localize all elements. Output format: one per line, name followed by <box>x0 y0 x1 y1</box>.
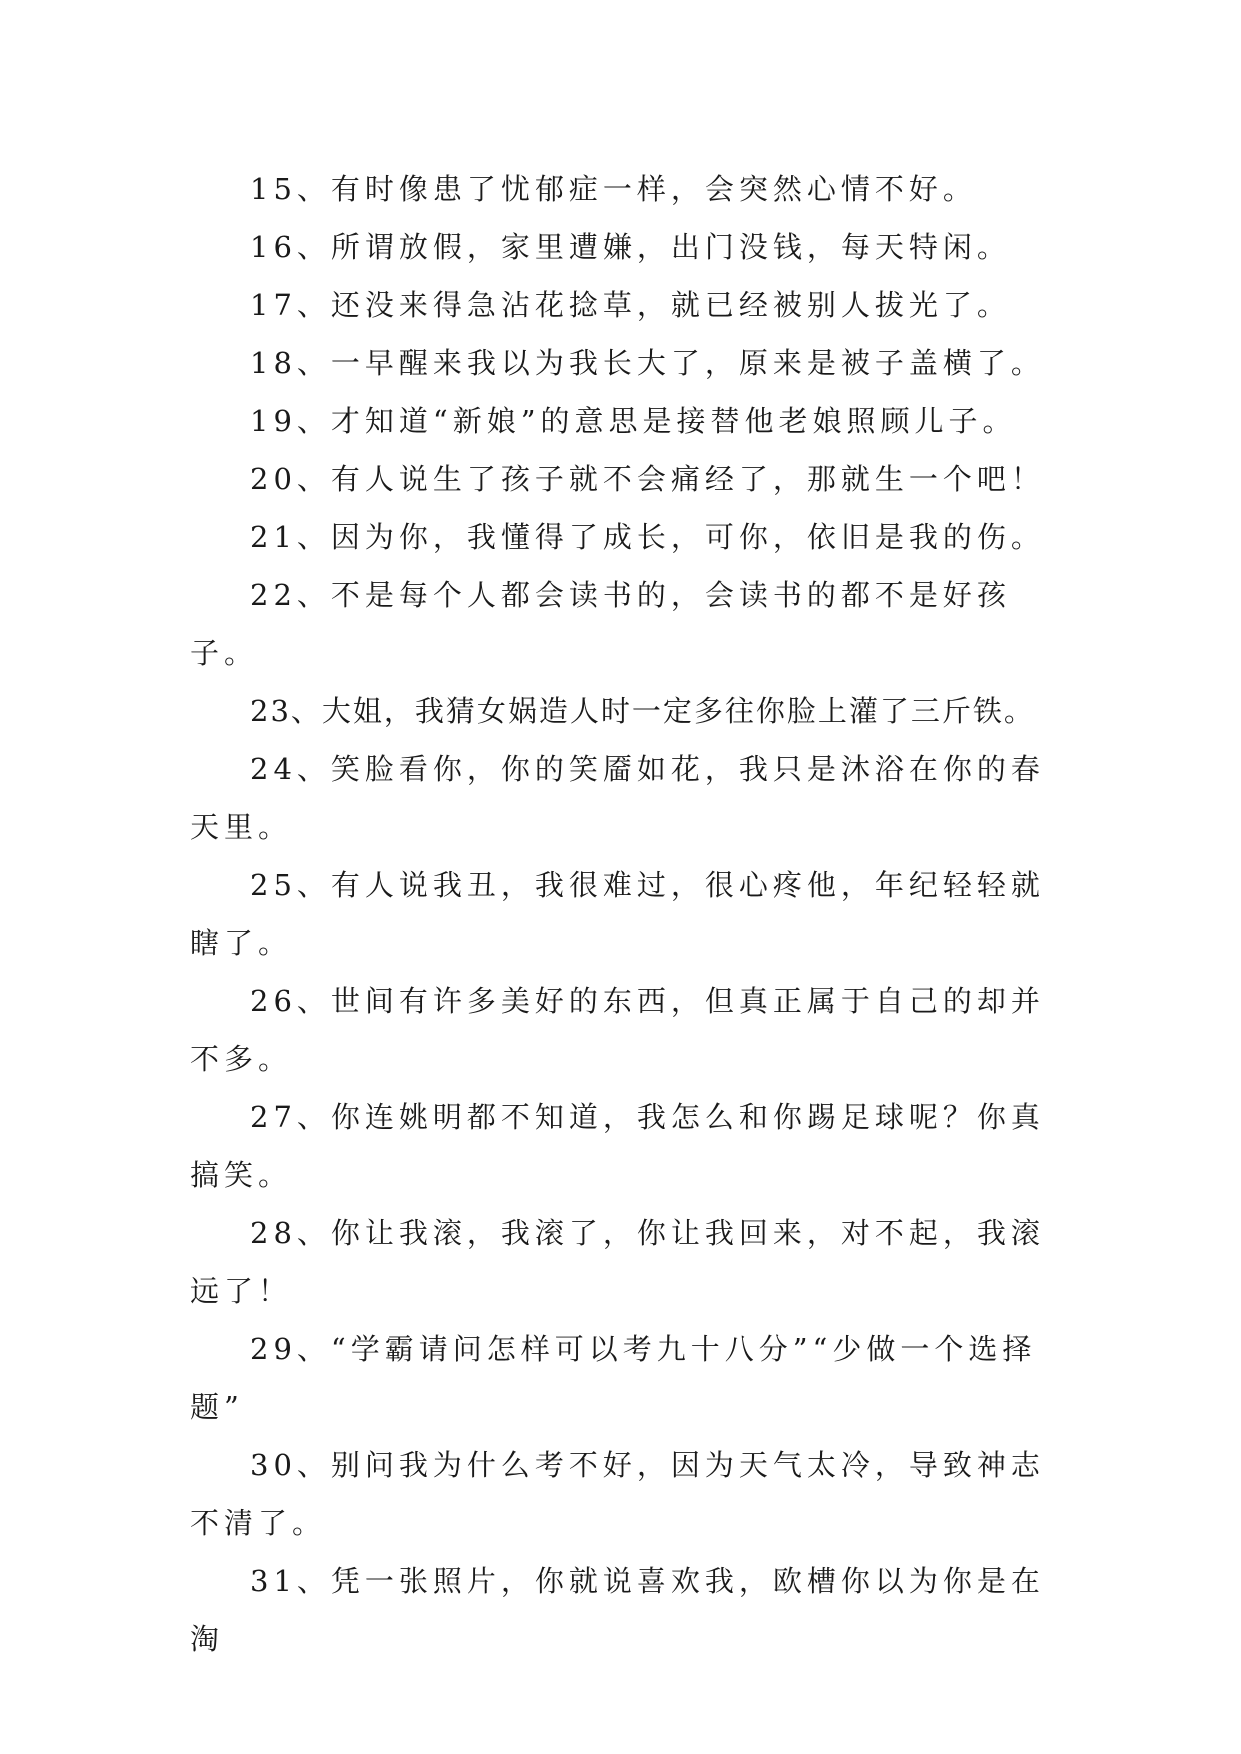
paragraph-28: 28、你让我滚，我滚了，你让我回来，对不起，我滚远了！ <box>190 1216 1045 1308</box>
paragraph-25: 25、有人说我丑，我很难过，很心疼他，年纪轻轻就瞎了。 <box>190 868 1045 960</box>
paragraph-30: 30、别问我为什么考不好，因为天气太冷，导致神志不清了。 <box>190 1448 1045 1540</box>
document-body <box>190 160 1050 1668</box>
paragraph-20: 20、有人说生了孩子就不会痛经了，那就生一个吧！ <box>250 462 1045 496</box>
paragraph-26: 26、世间有许多美好的东西，但真正属于自己的却并不多。 <box>190 984 1045 1076</box>
paragraph-24: 24、笑脸看你，你的笑靥如花，我只是沐浴在你的春天里。 <box>190 752 1045 844</box>
paragraph-16: 16、所谓放假，家里遭嫌，出门没钱，每天特闲。 <box>250 230 1011 264</box>
paragraph-31: 31、凭一张照片，你就说喜欢我，欧槽你以为你是在淘 <box>190 1564 1045 1656</box>
paragraph-15: 15、有时像患了忧郁症一样，会突然心情不好。 <box>250 172 977 206</box>
paragraph-22: 22、不是每个人都会读书的，会读书的都不是好孩子。 <box>190 578 1011 670</box>
paragraph-27: 27、你连姚明都不知道，我怎么和你踢足球呢？你真搞笑。 <box>190 1100 1045 1192</box>
paragraph-19: 19、才知道“新娘”的意思是接替他老娘照顾儿子。 <box>250 404 1017 438</box>
paragraph-18: 18、一早醒来我以为我长大了，原来是被子盖横了。 <box>250 346 1045 380</box>
paragraph-29: 29、“学霸请问怎样可以考九十八分”“少做一个选择题” <box>190 1332 1037 1424</box>
paragraph-17: 17、还没来得急沾花捻草，就已经被别人拔光了。 <box>250 288 1011 322</box>
paragraph-23: 23、大姐，我猜女娲造人时一定多往你脸上灌了三斤铁。 <box>250 694 1035 728</box>
paragraph-21: 21、因为你，我懂得了成长，可你，依旧是我的伤。 <box>250 520 1045 554</box>
